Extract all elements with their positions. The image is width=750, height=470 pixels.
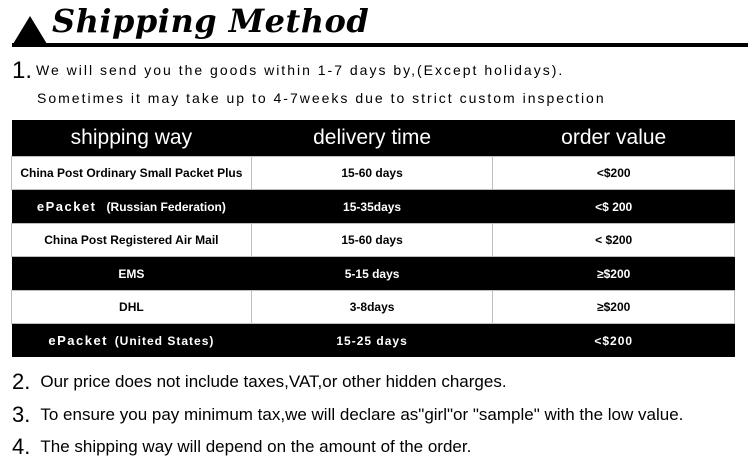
shipping-table [11,120,735,357]
cell-time: 15-25 days [251,324,493,358]
cell-value: ≥$200 [493,291,735,324]
cell-time: 5-15 days [251,257,493,291]
way-name: China Post Registered Air Mail [44,233,219,247]
cell-way [12,291,252,324]
cell-way [12,190,252,224]
table-row [12,324,735,358]
cell-way [12,157,252,190]
note-3 [12,402,683,428]
note-3-text: To ensure you pay minimum tax,we will declare as"girl"or "sample" with the low value. [40,405,684,424]
table-header-row [12,120,735,157]
cell-value: <$ 200 [493,190,735,224]
note-2 [12,369,507,395]
note-1-text: We will send you the goods within 1-7 days by,(Except holidays). [36,62,565,78]
way-name: ePacket [36,199,97,214]
way-name: EMS [118,266,145,281]
cell-way [12,224,252,257]
table-row [12,224,735,257]
note-3-number: 3. [12,402,31,427]
table-row [12,190,735,224]
way-name: ePacket [48,333,109,348]
note-4 [12,434,471,460]
header [0,0,750,48]
way-name: China Post Ordinary Small Packet Plus [20,166,243,180]
page-title: Shipping Method [52,2,370,40]
table-row [12,291,735,324]
note-2-number: 2. [12,369,31,394]
cell-value: <$200 [493,157,735,190]
note-2-text: Our price does not include taxes,VAT,or other hidden charges. [40,372,507,391]
cell-way [12,257,252,291]
way-note: (United States) [114,334,215,348]
cell-time: 15-35days [251,190,493,224]
way-note: (Russian Federation) [106,200,226,214]
cell-way [12,324,252,358]
cell-time: 15-60 days [251,157,493,190]
header-shipping-way: shipping way [12,120,252,157]
table-row [12,257,735,291]
note-4-text: The shipping way will depend on the amount of the order. [40,437,472,456]
header-divider [12,43,748,47]
cell-time: 3-8days [251,291,493,324]
header-delivery-time: delivery time [251,120,493,157]
cell-value: < $200 [493,224,735,257]
note-1-continued: Sometimes it may take up to 4-7weeks due to strict custom inspection [37,90,606,106]
cell-time: 15-60 days [251,224,493,257]
note-1-number: 1. [12,57,33,84]
table-row [12,157,735,190]
note-1 [12,57,564,85]
header-order-value: order value [493,120,735,157]
cell-value: <$200 [493,324,735,358]
note-4-number: 4. [12,434,31,459]
triangle-icon [13,16,47,44]
way-name: DHL [119,300,144,314]
cell-value: ≥$200 [493,257,735,291]
